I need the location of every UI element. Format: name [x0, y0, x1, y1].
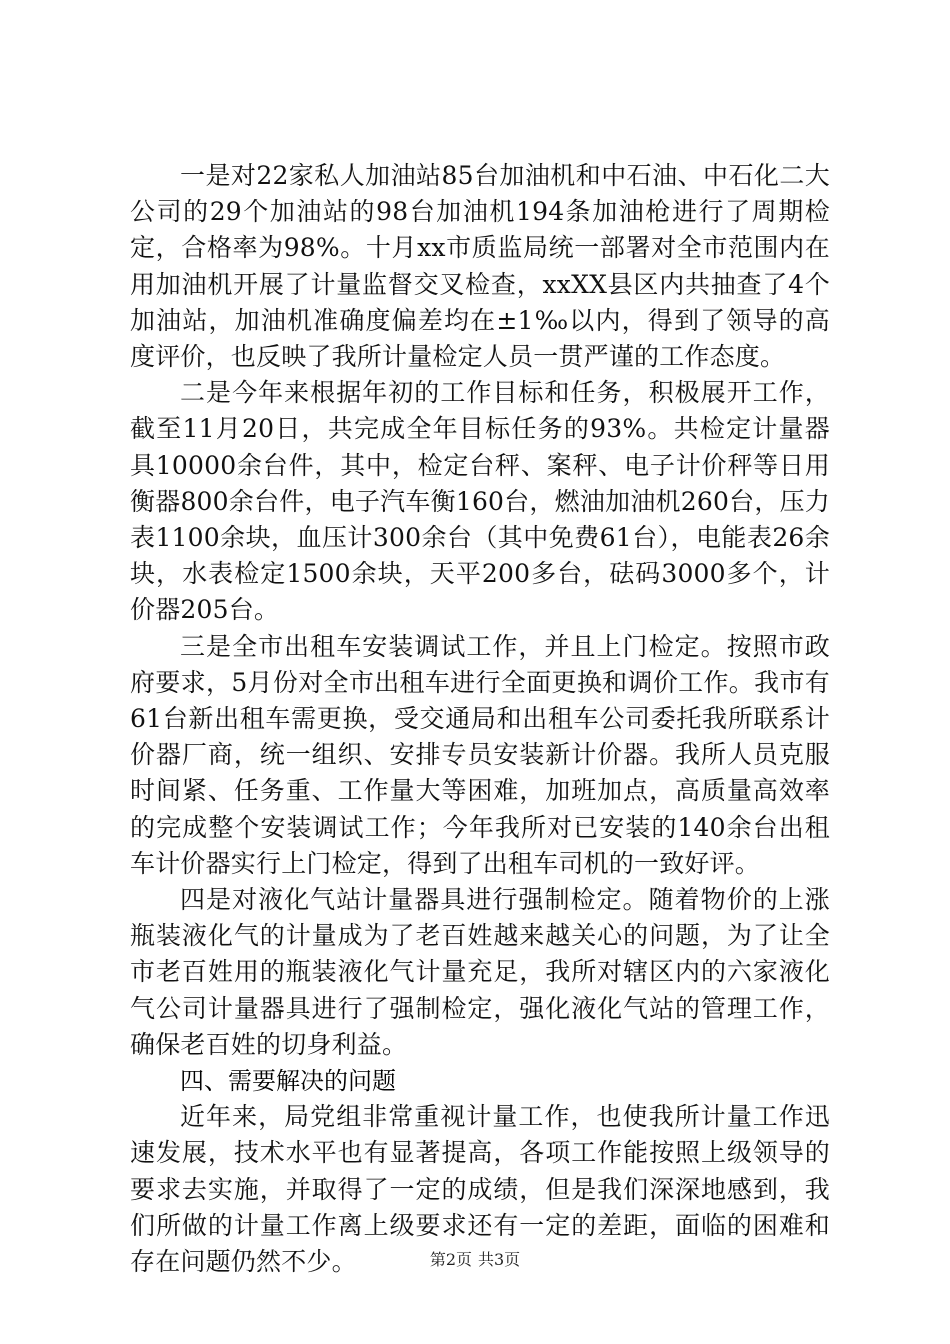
- paragraph-lpg-stations: 四是对液化气站计量器具进行强制检定。随着物价的上涨瓶装液化气的计量成为了老百姓越来越关心的问题，为了让全市老百姓用的瓶装液化气计量充足，我所对辖区内的六家液化气公司计量器具进行了强制检定，强化液化气站的管理工作，确保老百姓的切身利益。: [130, 885, 830, 1059]
- page-footer: [0, 1250, 950, 1270]
- section-heading-problems: 四、需要解决的问题: [180, 1067, 396, 1096]
- document-body: [130, 158, 830, 1280]
- page-total: 共3页: [478, 1250, 521, 1269]
- paragraph-gas-station-inspection: 一是对22家私人加油站85台加油机和中石油、中石化二大公司的29个加油站的98台加油机194条加油枪进行了周期检定，合格率为98%。十月xx市质监局统一部署对全市范围内在用加油机开展了计量监督交叉检查，xxXX县区内共抽查了4个加油站，加油机准确度偏差均在±1‰以内，得到了领导的高度评价，也反映了我所计量检定人员一贯严谨的工作态度。: [130, 161, 830, 372]
- paragraph-problems-intro: 近年来，局党组非常重视计量工作，也使我所计量工作迅速发展，技术水平也有显著提高，各项工作能按照上级领导的要求去实施，并取得了一定的成绩，但是我们深深地感到，我们所做的计量工作离上级要求还有一定的差距，面临的困难和存在问题仍然不少。: [130, 1102, 830, 1277]
- paragraph-annual-targets: 二是今年来根据年初的工作目标和任务，积极展开工作，截至11月20日，共完成全年目标任务的93%。共检定计量器具10000余台件，其中，检定台秤、案秤、电子计价秤等日用衡器800余台件，电子汽车衡160台，燃油加油机260台，压力表1100余块，血压计300余台（其中免费61台），电能表26余块，水表检定1500余块，天平200多台，砝码3000多个，计价器205台。: [130, 378, 830, 625]
- paragraph-taxi-meters: 三是全市出租车安装调试工作，并且上门检定。按照市政府要求，5月份对全市出租车进行全面更换和调价工作。我市有61台新出租车需更换，受交通局和出租车公司委托我所联系计价器厂商，统一组织、安排专员安装新计价器。我所人员克服时间紧、任务重、工作量大等困难，加班加点，高质量高效率的完成整个安装调试工作；今年我所对已安装的140余台出租车计价器实行上门检定，得到了出租车司机的一致好评。: [130, 631, 830, 878]
- page-number: 第2页: [429, 1250, 472, 1269]
